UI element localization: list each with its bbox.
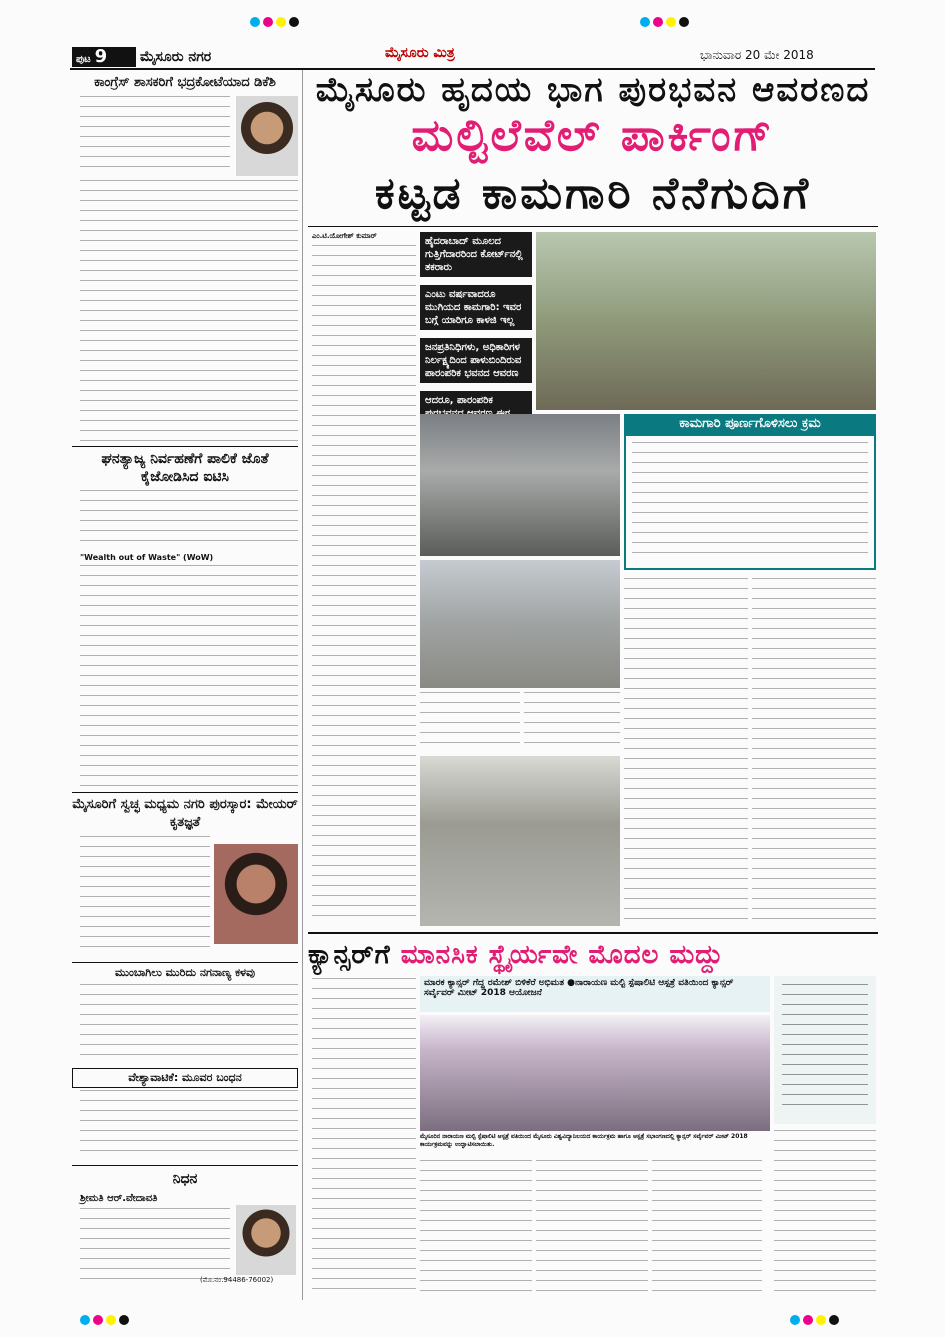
main-text-col3: [624, 578, 748, 923]
cancer-text-col4: [652, 1160, 762, 1300]
left-story5-head-box: [72, 1068, 298, 1088]
left-story1-text-b: [80, 180, 298, 442]
left-story4-text: [80, 984, 298, 1064]
bullet-4: ಆದರೂ, ಪಾರಂಪರಿಕ: [420, 391, 532, 436]
bullet-3: ಜನಪ್ರತಿನಿಧಿಗಳು, ಅಧಿಕಾರಿಗಳ ನಿರ್ಲಕ್ಷ್ಯದಿಂದ ಪಾಳುಬಿಂದಿರುವ ಪಾರಂಪರಿಕ ಭವನದ ಆವರಣ: [420, 338, 532, 383]
cancer-text-col3: [536, 1160, 648, 1300]
sidebar-text: [632, 442, 868, 562]
photo-parking-interior: [420, 414, 620, 556]
cancer-quote-box: [774, 976, 876, 1124]
sidebar-title: ಕಾಮಗಾರಿ ಪೂರ್ಣಗೊಳಿಸಲು ಕ್ರಮ: [624, 414, 876, 434]
cancer-headline: [308, 940, 878, 971]
photo-cancer-event: [420, 1015, 770, 1131]
left-story4-headline: ಮುಂಬಾಗಿಲು ಮುರಿದು ನಗನಾಣ್ಯ ಕಳವು: [114, 966, 255, 979]
left-rule-3: [72, 962, 298, 963]
registration-marks-top: [250, 12, 302, 31]
cancer-strip-text: ಮಾರಕ ಕ್ಯಾನ್ಸರ್ ಗೆದ್ದ ರಮೇಶ್ ಬಿಳಿಕೆರೆ ಅಭಿಮತ ●ನಾರಾಯಣ ಮಲ್ಟಿ ಸ್ಪೆಷಾಲಿಟಿ ಆಸ್ಪತ್ರೆ ವತಿಯಿಂದ ಕ್ಯಾನ್ಸರ್ ಸರ್ವೈವರ್ ಮೀಟ್ 2018 ಆಯೋಜನೆ: [424, 978, 734, 998]
sidebar-box: [624, 434, 876, 570]
left-story2-text-a: [80, 490, 298, 550]
page-number: 9: [94, 46, 108, 67]
cancer-text-col5: [774, 1130, 876, 1300]
obituary-name: ಶ್ರೀಮತಿ ಆರ್.ವೇದಾವತಿ: [80, 1193, 158, 1204]
photo-steps-area: [420, 560, 620, 688]
main-headline-line1: ಮಲ್ಟಿಲೆವೆಲ್ ಪಾರ್ಕಿಂಗ್: [411, 110, 775, 161]
main-text-col2b: [524, 692, 620, 752]
photo-construction-site: [536, 232, 876, 410]
obituary-heading: ನಿಧನ: [172, 1171, 198, 1187]
obituary-text: [80, 1208, 230, 1283]
main-text-col2a: [420, 692, 520, 752]
main-headline-line2: ಕಟ್ಟಡ ಕಾಮಗಾರಿ ನೆನೆಗುದಿಗೆ: [374, 168, 812, 219]
left-story3-text: [80, 836, 210, 956]
photo-open-ground: [420, 756, 620, 926]
issue-date: ಭಾನುವಾರ 20 ಮೇ 2018: [700, 48, 814, 62]
registration-marks-top-right: [640, 12, 692, 31]
obituary-phone: (ಮೊ.ನಂ.94486-76002): [200, 1276, 274, 1284]
main-text-col4: [752, 578, 876, 923]
registration-marks-bottom-right: [790, 1310, 842, 1329]
cancer-headline-a: ಕ್ಯಾನ್ಸರ್‌ಗೆ: [308, 940, 391, 970]
photo-obituary: [236, 1205, 296, 1275]
photo-mayor: [214, 844, 298, 944]
cancer-strip: [420, 976, 770, 1012]
cancer-quote-text: [782, 984, 868, 1114]
bullet-2: ಎಂಟು ವರ್ಷವಾದರೂ ಮುಗಿಯದ ಕಾಮಗಾರಿ: ಇವರ ಬಗ್ಗೆ ಯಾರಿಗೂ ಕಾಳಜಿ ಇಲ್ಲ: [420, 285, 532, 330]
left-story2-text-b: [80, 565, 298, 790]
registration-marks-bottom: [80, 1310, 132, 1329]
cancer-text-col1: [312, 978, 416, 1298]
section-name: ಮೈಸೂರು ನಗರ: [140, 49, 212, 65]
photo-dk-shivakumar: [236, 96, 298, 176]
main-kicker: ಮೈಸೂರು ಹೃದಯ ಭಾಗ ಪುರಭವನ ಆವರಣದ: [315, 70, 871, 110]
masthead: ಮೈಸೂರು ಮಿತ್ರ: [385, 45, 455, 61]
headline-rule: [308, 226, 878, 227]
main-byline: ಎಂ.ಟಿ.ಯೋಗೇಶ್ ಕುಮಾರ್: [312, 232, 377, 240]
main-bullets: [420, 232, 532, 444]
left-rule-1: [72, 446, 298, 447]
column-divider-left: [302, 70, 303, 1300]
left-story2-quote: "Wealth out of Waste" (WoW): [80, 553, 214, 562]
cancer-caption: ಮೈಸೂರಿನ ನಾರಾಯಣ ಮಲ್ಟಿ ಸ್ಪೆಷಾಲಿಟಿ ಆಸ್ಪತ್ರೆ ವತಿಯಿಂದ ಮೈಸೂರು ವಿಶ್ವವಿದ್ಯಾನಿಲಯದ ಕಾರ್ಯಕ್ರಮ ಹಾಗೂ ಆಸ್ಪತ್ರೆ ಸಭಾಂಗಣದಲ್ಲಿ ಕ್ಯಾನ್ಸರ್ ಸರ್ವೈವರ್ ಮೀಟ್ 2018 ಕಾರ್ಯಕ್ರಮವನ್ನು ಉದ್ಘಾಟಿಸಲಾಯಿತು.: [420, 1133, 748, 1148]
bullet-1: ಹೈದರಾಬಾದ್ ಮೂಲದ ಗುತ್ತಿಗೆದಾರರಿಂದ ಕೋರ್ಟ್‌ನಲ್ಲಿ ತಕರಾರು: [420, 232, 532, 277]
section-rule: [308, 932, 878, 934]
left-rule-2: [72, 792, 298, 793]
main-text-col1: [312, 245, 416, 925]
left-story3-headline: ಮೈಸೂರಿಗೆ ಸ್ವಚ್ಛ ಮಧ್ಯಮ ನಗರಿ ಪುರಸ್ಕಾರ: ಮೇಯರ್ ಕೃತಜ್ಞತೆ: [72, 797, 298, 830]
cancer-text-col2: [420, 1160, 532, 1300]
left-rule-4: [72, 1165, 298, 1166]
left-story1-headline: ಕಾಂಗ್ರೆಸ್ ಶಾಸಕರಿಗೆ ಭದ್ರಕೋಟೆಯಾದ ಡಿಕೆಶಿ: [94, 75, 276, 90]
left-story5-headline: ವೇಶ್ಯಾವಾಟಿಕೆ: ಮೂವರ ಬಂಧನ: [128, 1071, 242, 1084]
left-story2-headline: ಘನತ್ಯಾಜ್ಯ ನಿರ್ವಹಣೆಗೆ ಪಾಲಿಕೆ ಜೊತೆ ಕೈಜೋಡಿಸಿದ ಐಟಿಸಿ: [101, 451, 269, 485]
page-number-badge: ಪುಟ 9: [72, 47, 136, 67]
left-story5-text: [80, 1090, 298, 1160]
left-story1-text-a: [80, 96, 230, 176]
cancer-headline-b: ಮಾನಸಿಕ ಸ್ಥೈರ್ಯವೇ ಮೊದಲ ಮದ್ದು: [400, 940, 724, 970]
